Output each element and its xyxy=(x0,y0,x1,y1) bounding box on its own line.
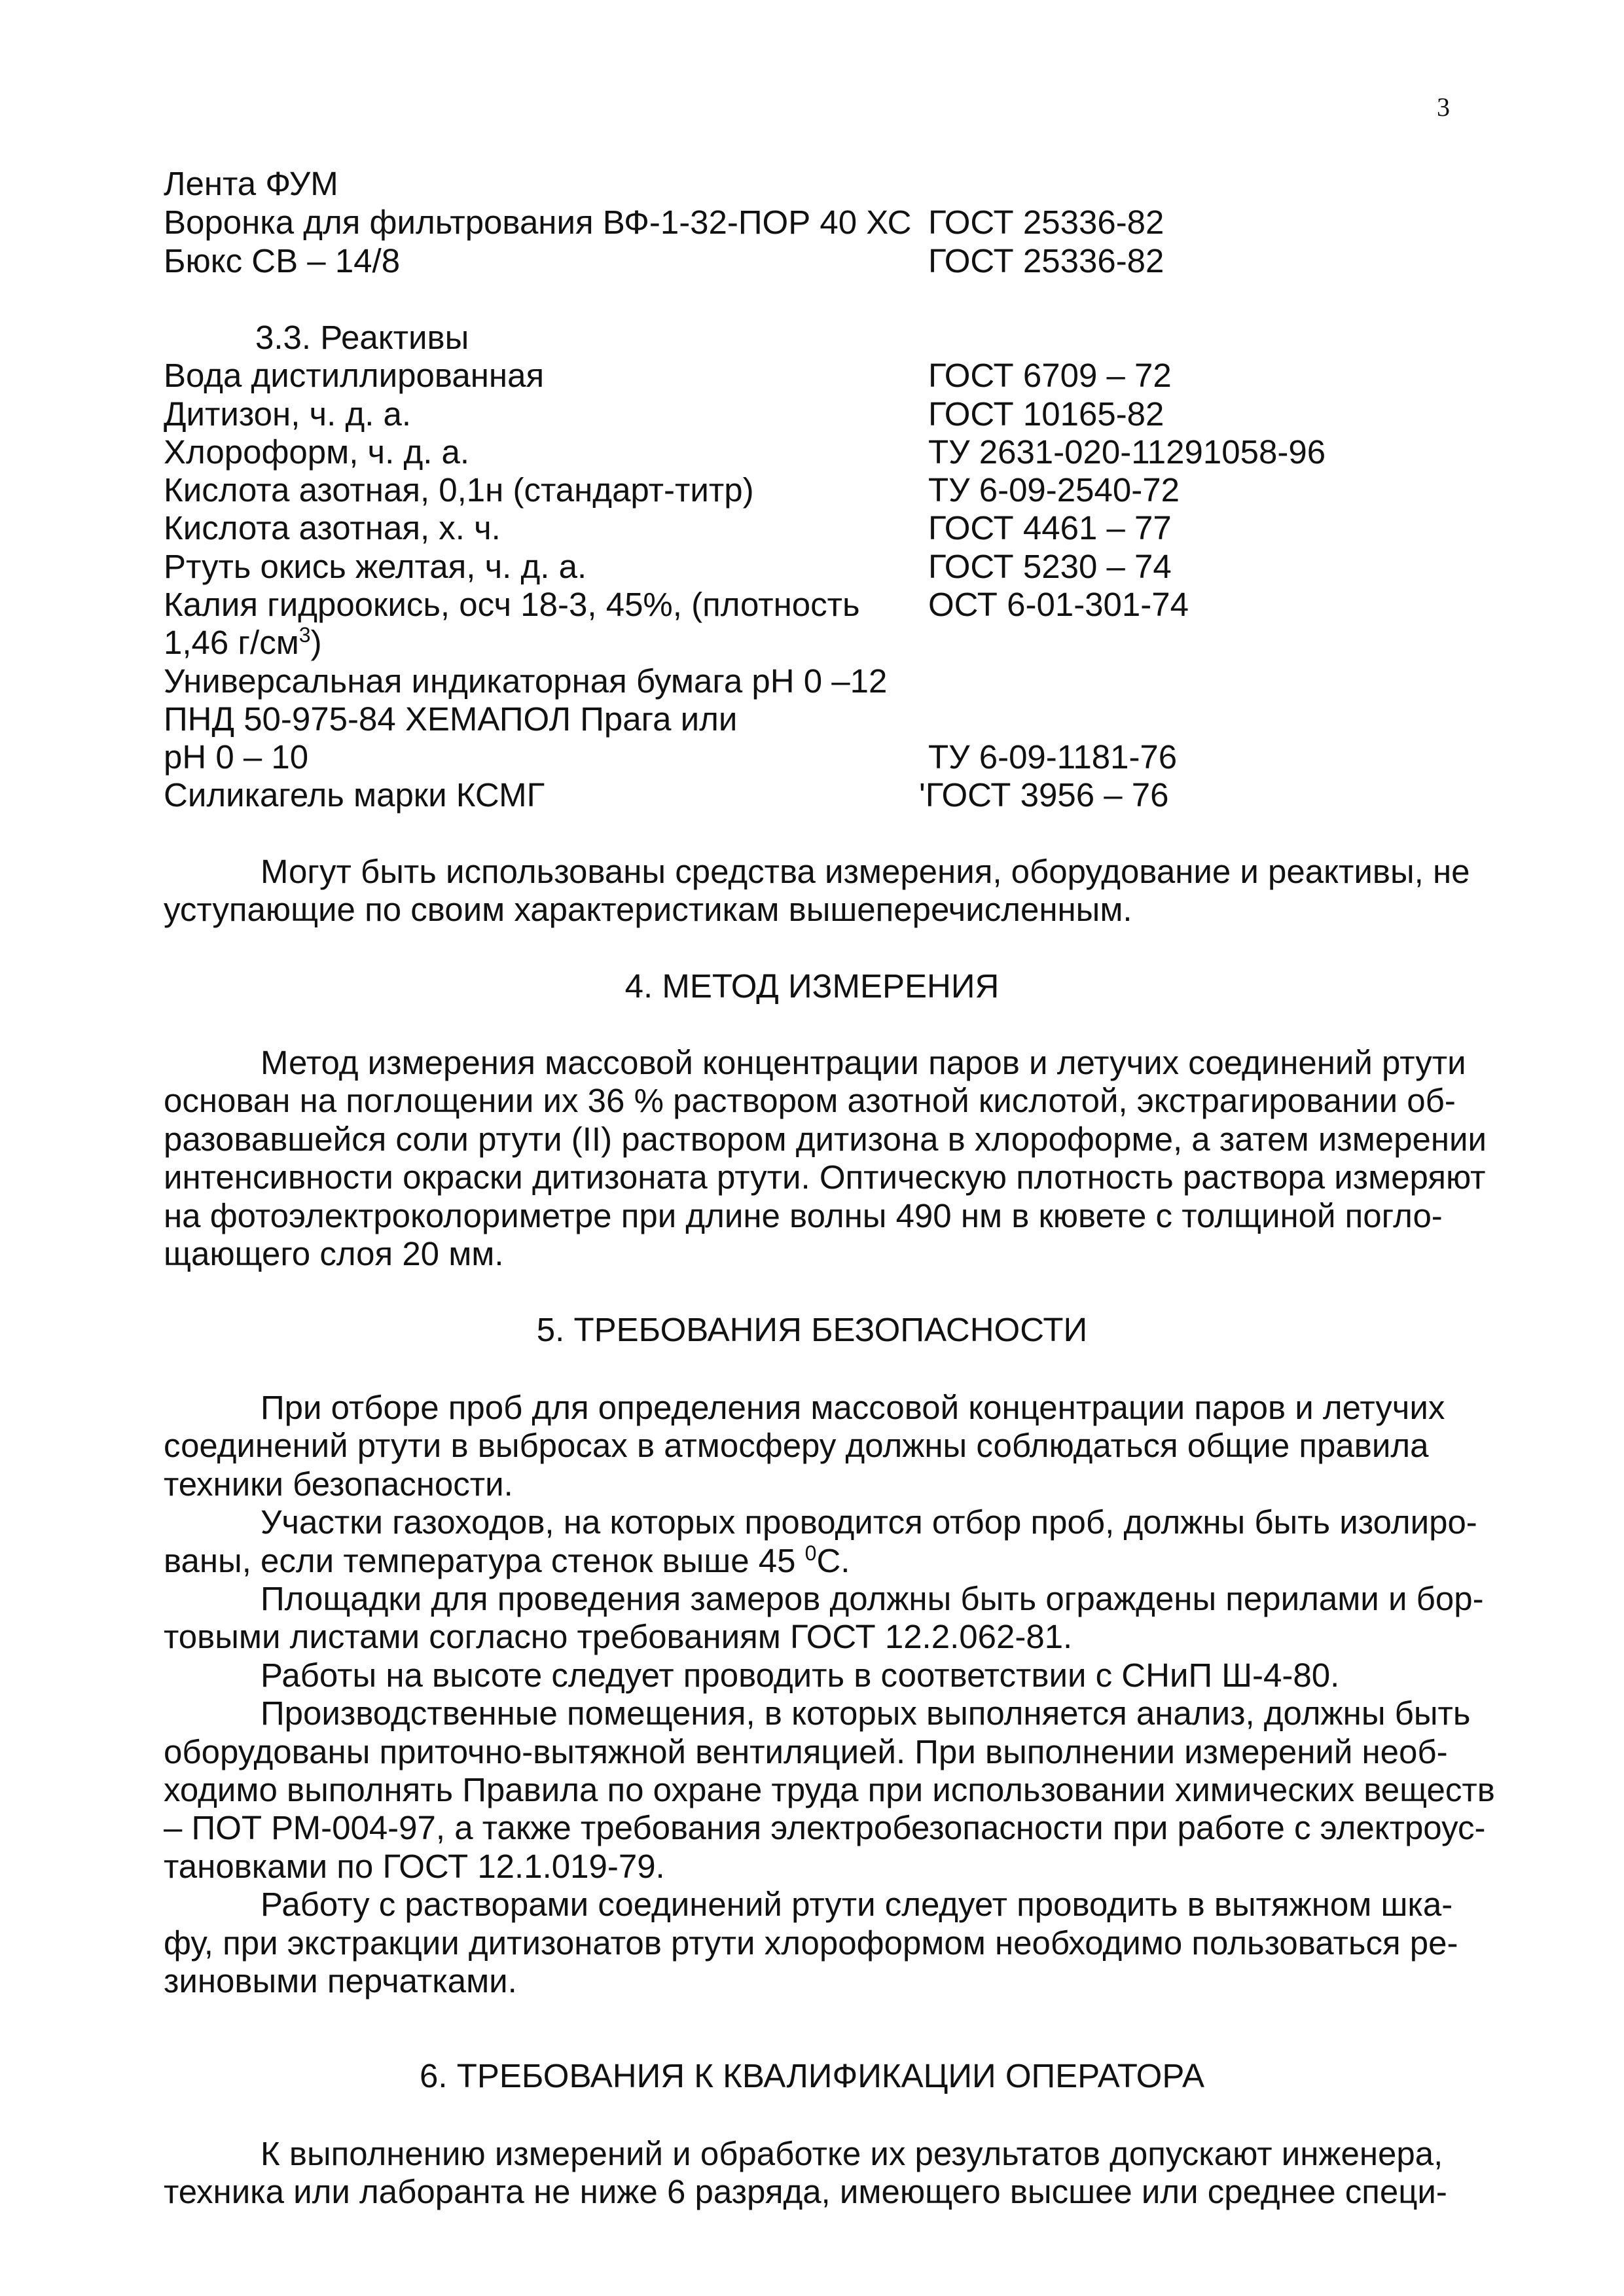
indicator-paper-line: ПНД 50-975-84 ХЕМАПОЛ Прага или xyxy=(164,700,738,738)
reagent-name: Вода дистиллированная xyxy=(164,357,545,394)
density-superscript: 3 xyxy=(298,623,311,647)
section-4-text: Метод измерения массовой концентрации паров и летучих соединений ртути основан на поглощении их 36 % раствором азотной кислотой, экстрагировании об- разовавшейся соли ртути (II) раствором дитизона в хлороформе, а затем измерении интенсивности окраски дитизоната ртути. Оптическую плотность раствора измеряют на фотоэлектроколориметре при длине волны 490 нм в кювете с толщиной погло- щающего слоя 20 мм. xyxy=(164,1044,1487,1273)
silica-gel-standard: 'ГОСТ 3956 – 76 xyxy=(919,776,1169,814)
section-5-text: При отборе проб для определения массовой концентрации паров и летучих соединений ртути в выбросах в атмосферу должны соблюдаться общие правила техники безопасности. Участки газоходов, на которых проводится отбор проб, должны быть изолиро- ваны, если температура стенок выше 45 $^0$С. Площадки для проведения замеров должны быть ограждены перилами и бор- товыми листами согласно требованиям ГОСТ 12.2.062-81. Работы на высоте следует проводить в соответствии с СНиП Ш-4-80. Производственные помещения, в которых выполняется анализ, должны быть оборудованы приточно-вытяжной вентиляцией. При выполнении измерений необ- ходимо выполнять Правила по охране труда при использовании химических веществ – ПОТ РМ-004-97, а также требования электробезопасности при работе с электроус- тановками по ГОСТ 12.1.019-79. Работу с растворами соединений ртути следует проводить в вытяжном шка- фу, при экстракции дитизонатов ртути хлороформом необходимо пользоваться ре- зиновыми перчатками. xyxy=(164,1389,1495,2000)
reagent-name: Кислота азотная, х. ч. xyxy=(164,509,501,547)
equipment-standard: ГОСТ 25336-82 xyxy=(928,242,1164,279)
reagent-name: Кислота азотная, 0,1н (стандарт-титр) xyxy=(164,471,754,509)
indicator-paper-line: рН 0 – 10 xyxy=(164,738,309,776)
reagent-name: Хлороформ, ч. д. а. xyxy=(164,433,470,471)
reagent-standard: ГОСТ 10165-82 xyxy=(928,395,1164,433)
reagent-standard: ТУ 2631-020-11291058-96 xyxy=(928,433,1326,471)
reagent-standard: ОСТ 6-01-301-74 xyxy=(928,586,1189,623)
indicator-paper-line: Универсальная индикаторная бумага рН 0 –12 xyxy=(164,662,888,700)
substitution-note: Могут быть использованы средства измерения, оборудование и реактивы, не уступающие по своим характеристикам вышеперечисленным. xyxy=(164,853,1470,929)
section-6-text: К выполнению измерений и обработке их результатов допускают инженера, техника или лаборанта не ниже 6 разряда, имеющего высшее или среднее специ- xyxy=(164,2135,1447,2211)
reagent-standard: ТУ 6-09-2540-72 xyxy=(928,471,1180,509)
page-number: 3 xyxy=(1437,92,1450,122)
reagent-standard: ГОСТ 6709 – 72 xyxy=(928,357,1172,394)
reagent-standard: ГОСТ 5230 – 74 xyxy=(928,548,1172,585)
reagent-name: Ртуть окись желтая, ч. д. а. xyxy=(164,548,587,585)
silica-gel-name: Силикагель марки КСМГ xyxy=(164,776,545,814)
reagents-heading: 3.3. Реактивы xyxy=(255,319,469,356)
section-6-title: 6. ТРЕБОВАНИЯ К КВАЛИФИКАЦИИ ОПЕРАТОРА xyxy=(420,2057,1204,2094)
equipment-name: Лента ФУМ xyxy=(164,165,338,202)
section-4-title: 4. МЕТОД ИЗМЕРЕНИЯ xyxy=(624,967,1000,1005)
reagent-standard: ГОСТ 4461 – 77 xyxy=(928,509,1172,547)
degree-superscript: 0 xyxy=(804,1541,817,1565)
reagent-name: Калия гидроокись, осч 18-3, 45%, (плотность xyxy=(164,586,860,623)
equipment-name: Воронка для фильтрования ВФ-1-32-ПОР 40 ХС xyxy=(164,204,912,241)
equipment-standard: ГОСТ 25336-82 xyxy=(928,204,1164,241)
equipment-name: Бюкс СВ – 14/8 xyxy=(164,242,401,279)
indicator-paper-standard: ТУ 6-09-1181-76 xyxy=(928,738,1178,776)
reagent-name: Дитизон, ч. д. а. xyxy=(164,395,412,433)
reagent-density-line: 1,46 $г/см^3$) xyxy=(164,623,322,661)
section-5-title: 5. ТРЕБОВАНИЯ БЕЗОПАСНОСТИ xyxy=(536,1311,1088,1348)
